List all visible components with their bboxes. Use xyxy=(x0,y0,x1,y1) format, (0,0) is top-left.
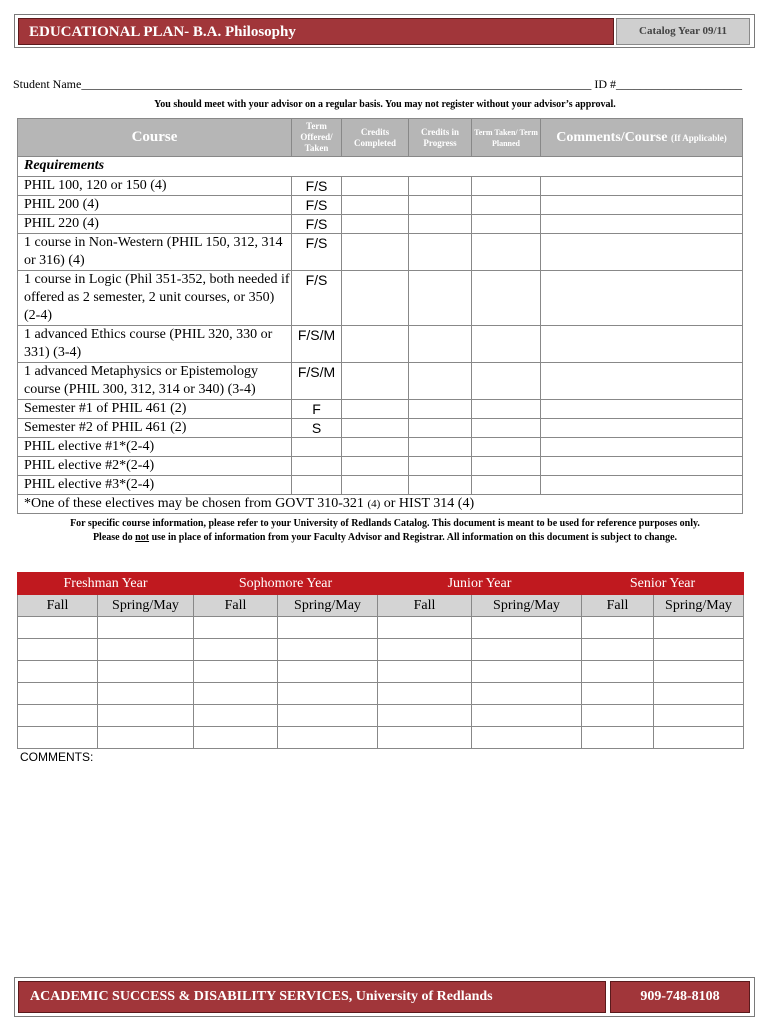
term-planned-cell[interactable] xyxy=(472,271,541,326)
plan-cell[interactable] xyxy=(18,639,98,661)
credits-completed-cell[interactable] xyxy=(342,196,409,215)
plan-cell[interactable] xyxy=(194,661,278,683)
table-row xyxy=(18,177,743,196)
credits-progress-cell[interactable] xyxy=(409,400,472,419)
footer-office-name: ACADEMIC SUCCESS & DISABILITY SERVICES, University of Redlands xyxy=(18,981,606,1013)
credits-completed-cell[interactable] xyxy=(342,326,409,363)
plan-cell[interactable] xyxy=(278,727,378,749)
comments-cell[interactable] xyxy=(541,271,743,326)
plan-cell[interactable] xyxy=(654,661,744,683)
year-freshman: Freshman Year xyxy=(18,573,194,595)
credits-completed-cell[interactable] xyxy=(342,457,409,476)
term-cell xyxy=(292,457,342,476)
plan-cell[interactable] xyxy=(18,727,98,749)
course-cell: 1 advanced Metaphysics or Epistemology course (PHIL 300, 312, 314 or 340) (3-4) xyxy=(18,363,292,400)
plan-cell[interactable] xyxy=(654,683,744,705)
credits-completed-cell[interactable] xyxy=(342,177,409,196)
term-planned-cell[interactable] xyxy=(472,438,541,457)
term-fall: Fall xyxy=(194,595,278,617)
plan-cell[interactable] xyxy=(654,617,744,639)
elective-note-a: *One of these electives may be chosen from GOVT 310-321 xyxy=(24,496,368,511)
credits-progress-cell[interactable] xyxy=(409,363,472,400)
term-planned-cell[interactable] xyxy=(472,400,541,419)
plan-cell[interactable] xyxy=(582,661,654,683)
plan-cell[interactable] xyxy=(194,683,278,705)
disclaimer xyxy=(14,517,756,545)
comments-cell[interactable] xyxy=(541,457,743,476)
term-fall: Fall xyxy=(18,595,98,617)
plan-cell[interactable] xyxy=(472,617,582,639)
plan-cell[interactable] xyxy=(472,661,582,683)
plan-cell[interactable] xyxy=(194,639,278,661)
credits-completed-cell[interactable] xyxy=(342,215,409,234)
student-id-label: ID # xyxy=(594,77,616,91)
term-planned-cell[interactable] xyxy=(472,457,541,476)
term-planned-cell[interactable] xyxy=(472,363,541,400)
credits-completed-cell[interactable] xyxy=(342,363,409,400)
plan-row xyxy=(18,639,744,661)
year-senior: Senior Year xyxy=(582,573,744,595)
term-cell xyxy=(292,476,342,495)
term-planned-cell[interactable] xyxy=(472,326,541,363)
header-term-taken: Term Taken/ Term Planned xyxy=(472,119,541,157)
disclaimer-not: not xyxy=(135,532,150,543)
comments-cell[interactable] xyxy=(541,234,743,271)
plan-cell[interactable] xyxy=(472,727,582,749)
plan-cell[interactable] xyxy=(194,705,278,727)
comments-cell[interactable] xyxy=(541,326,743,363)
comments-cell[interactable] xyxy=(541,419,743,438)
plan-cell[interactable] xyxy=(378,639,472,661)
term-cell: F xyxy=(292,400,342,419)
term-cell xyxy=(292,438,342,457)
student-id-field[interactable]: _____________________ xyxy=(616,77,742,91)
term-cell: F/S xyxy=(292,196,342,215)
term-fall: Fall xyxy=(378,595,472,617)
plan-cell[interactable] xyxy=(194,617,278,639)
course-cell: Semester #2 of PHIL 461 (2) xyxy=(18,419,292,438)
course-cell: PHIL 100, 120 or 150 (4) xyxy=(18,177,292,196)
credits-completed-cell[interactable] xyxy=(342,271,409,326)
plan-cell[interactable] xyxy=(278,617,378,639)
plan-cell[interactable] xyxy=(98,661,194,683)
plan-cell[interactable] xyxy=(654,639,744,661)
comments-label: COMMENTS: xyxy=(20,750,94,764)
plan-cell[interactable] xyxy=(98,617,194,639)
credits-progress-cell[interactable] xyxy=(409,234,472,271)
plan-cell[interactable] xyxy=(582,727,654,749)
term-cell: F/S xyxy=(292,271,342,326)
plan-cell[interactable] xyxy=(582,639,654,661)
credits-completed-cell[interactable] xyxy=(342,234,409,271)
year-table xyxy=(17,572,744,749)
disclaimer-line2-b: use in place of information from your Faculty Advisor and Registrar. All information on this document is subject to change. xyxy=(149,532,678,543)
plan-cell[interactable] xyxy=(378,617,472,639)
plan-cell[interactable] xyxy=(18,705,98,727)
plan-cell[interactable] xyxy=(582,705,654,727)
course-cell: PHIL 200 (4) xyxy=(18,196,292,215)
credits-progress-cell[interactable] xyxy=(409,419,472,438)
header-credits-completed: Credits Completed xyxy=(342,119,409,157)
disclaimer-line1: For specific course information, please refer to your University of Redlands Catalog. This document is meant to be used for reference purposes only. xyxy=(70,518,700,529)
plan-cell[interactable] xyxy=(654,705,744,727)
term-cell: F/S xyxy=(292,177,342,196)
year-sophomore: Sophomore Year xyxy=(194,573,378,595)
header-term-offered: Term Offered/ Taken xyxy=(292,119,342,157)
year-junior: Junior Year xyxy=(378,573,582,595)
header-comments-note: (If Applicable) xyxy=(670,132,727,143)
course-cell: 1 advanced Ethics course (PHIL 320, 330 or 331) (3-4) xyxy=(18,326,292,363)
header-credits-in-progress: Credits in Progress xyxy=(409,119,472,157)
term-spring: Spring/May xyxy=(98,595,194,617)
comments-cell[interactable] xyxy=(541,177,743,196)
plan-cell[interactable] xyxy=(98,705,194,727)
plan-cell[interactable] xyxy=(278,639,378,661)
course-cell: Semester #1 of PHIL 461 (2) xyxy=(18,400,292,419)
term-planned-cell[interactable] xyxy=(472,234,541,271)
comments-cell[interactable] xyxy=(541,215,743,234)
term-fall: Fall xyxy=(582,595,654,617)
term-spring: Spring/May xyxy=(278,595,378,617)
plan-cell[interactable] xyxy=(98,639,194,661)
credits-completed-cell[interactable] xyxy=(342,476,409,495)
header-course: Course xyxy=(18,119,292,157)
plan-cell[interactable] xyxy=(18,617,98,639)
plan-cell[interactable] xyxy=(472,639,582,661)
table-row xyxy=(18,271,743,326)
table-row xyxy=(18,419,743,438)
table-row xyxy=(18,215,743,234)
term-cell: F/S/M xyxy=(292,326,342,363)
term-spring: Spring/May xyxy=(654,595,744,617)
term-planned-cell[interactable] xyxy=(472,215,541,234)
plan-cell[interactable] xyxy=(278,705,378,727)
comments-cell[interactable] xyxy=(541,363,743,400)
disclaimer-line2 xyxy=(14,531,756,545)
student-name-label: Student Name xyxy=(13,77,82,91)
table-row xyxy=(18,438,743,457)
plan-cell[interactable] xyxy=(378,661,472,683)
course-cell: PHIL elective #3*(2-4) xyxy=(18,476,292,495)
comments-cell[interactable] xyxy=(541,438,743,457)
plan-row xyxy=(18,617,744,639)
plan-cell[interactable] xyxy=(98,727,194,749)
plan-cell[interactable] xyxy=(378,727,472,749)
course-cell: PHIL elective #2*(2-4) xyxy=(18,457,292,476)
term-cell: F/S/M xyxy=(292,363,342,400)
plan-cell[interactable] xyxy=(472,705,582,727)
credits-progress-cell[interactable] xyxy=(409,177,472,196)
student-line xyxy=(13,77,742,92)
credits-progress-cell[interactable] xyxy=(409,326,472,363)
footer-phone: 909-748-8108 xyxy=(610,981,750,1013)
term-cell: F/S xyxy=(292,215,342,234)
credits-completed-cell[interactable] xyxy=(342,419,409,438)
table-row xyxy=(18,476,743,495)
table-row xyxy=(18,363,743,400)
credits-progress-cell[interactable] xyxy=(409,196,472,215)
credits-progress-cell[interactable] xyxy=(409,457,472,476)
table-row xyxy=(18,234,743,271)
plan-cell[interactable] xyxy=(18,683,98,705)
plan-row xyxy=(18,683,744,705)
course-cell: PHIL elective #1*(2-4) xyxy=(18,438,292,457)
student-name-field[interactable]: _____________________________________________________________________________________ xyxy=(81,77,592,91)
advisor-note: You should meet with your advisor on a regular basis. You may not register without your advisor’s approval. xyxy=(154,99,616,110)
credits-completed-cell[interactable] xyxy=(342,400,409,419)
term-planned-cell[interactable] xyxy=(472,476,541,495)
plan-cell[interactable] xyxy=(18,661,98,683)
plan-row xyxy=(18,661,744,683)
comments-cell[interactable] xyxy=(541,400,743,419)
course-table xyxy=(17,118,743,514)
credits-progress-cell[interactable] xyxy=(409,271,472,326)
elective-note xyxy=(18,495,743,514)
term-planned-cell[interactable] xyxy=(472,177,541,196)
credits-progress-cell[interactable] xyxy=(409,476,472,495)
plan-cell[interactable] xyxy=(582,683,654,705)
comments-cell[interactable] xyxy=(541,476,743,495)
plan-cell[interactable] xyxy=(378,705,472,727)
header-comments-label: Comments/Course xyxy=(556,129,668,145)
credits-progress-cell[interactable] xyxy=(409,215,472,234)
term-planned-cell[interactable] xyxy=(472,196,541,215)
table-row xyxy=(18,326,743,363)
plan-cell[interactable] xyxy=(278,661,378,683)
plan-cell[interactable] xyxy=(194,727,278,749)
table-row xyxy=(18,457,743,476)
table-row xyxy=(18,400,743,419)
course-cell: PHIL 220 (4) xyxy=(18,215,292,234)
requirements-label: Requirements xyxy=(18,157,743,177)
plan-cell[interactable] xyxy=(654,727,744,749)
page-title: EDUCATIONAL PLAN- B.A. Philosophy xyxy=(18,18,614,45)
term-cell: F/S xyxy=(292,234,342,271)
plan-cell[interactable] xyxy=(472,683,582,705)
table-row xyxy=(18,196,743,215)
plan-cell[interactable] xyxy=(378,683,472,705)
course-cell: 1 course in Logic (Phil 351-352, both needed if offered as 2 semester, 2 unit courses, or 350) (2-4) xyxy=(18,271,292,326)
plan-cell[interactable] xyxy=(278,683,378,705)
plan-cell[interactable] xyxy=(582,617,654,639)
plan-row xyxy=(18,727,744,749)
term-spring: Spring/May xyxy=(472,595,582,617)
plan-cell[interactable] xyxy=(98,683,194,705)
credits-progress-cell[interactable] xyxy=(409,438,472,457)
catalog-year: Catalog Year 09/11 xyxy=(616,18,750,45)
disclaimer-line2-a: Please do xyxy=(92,532,136,543)
header-comments xyxy=(541,119,743,157)
term-planned-cell[interactable] xyxy=(472,419,541,438)
elective-note-b: or HIST 314 (4) xyxy=(380,496,475,511)
plan-row xyxy=(18,705,744,727)
comments-cell[interactable] xyxy=(541,196,743,215)
term-cell: S xyxy=(292,419,342,438)
elective-note-small: (4) xyxy=(367,498,381,510)
course-cell: 1 course in Non-Western (PHIL 150, 312, 314 or 316) (4) xyxy=(18,234,292,271)
credits-completed-cell[interactable] xyxy=(342,438,409,457)
